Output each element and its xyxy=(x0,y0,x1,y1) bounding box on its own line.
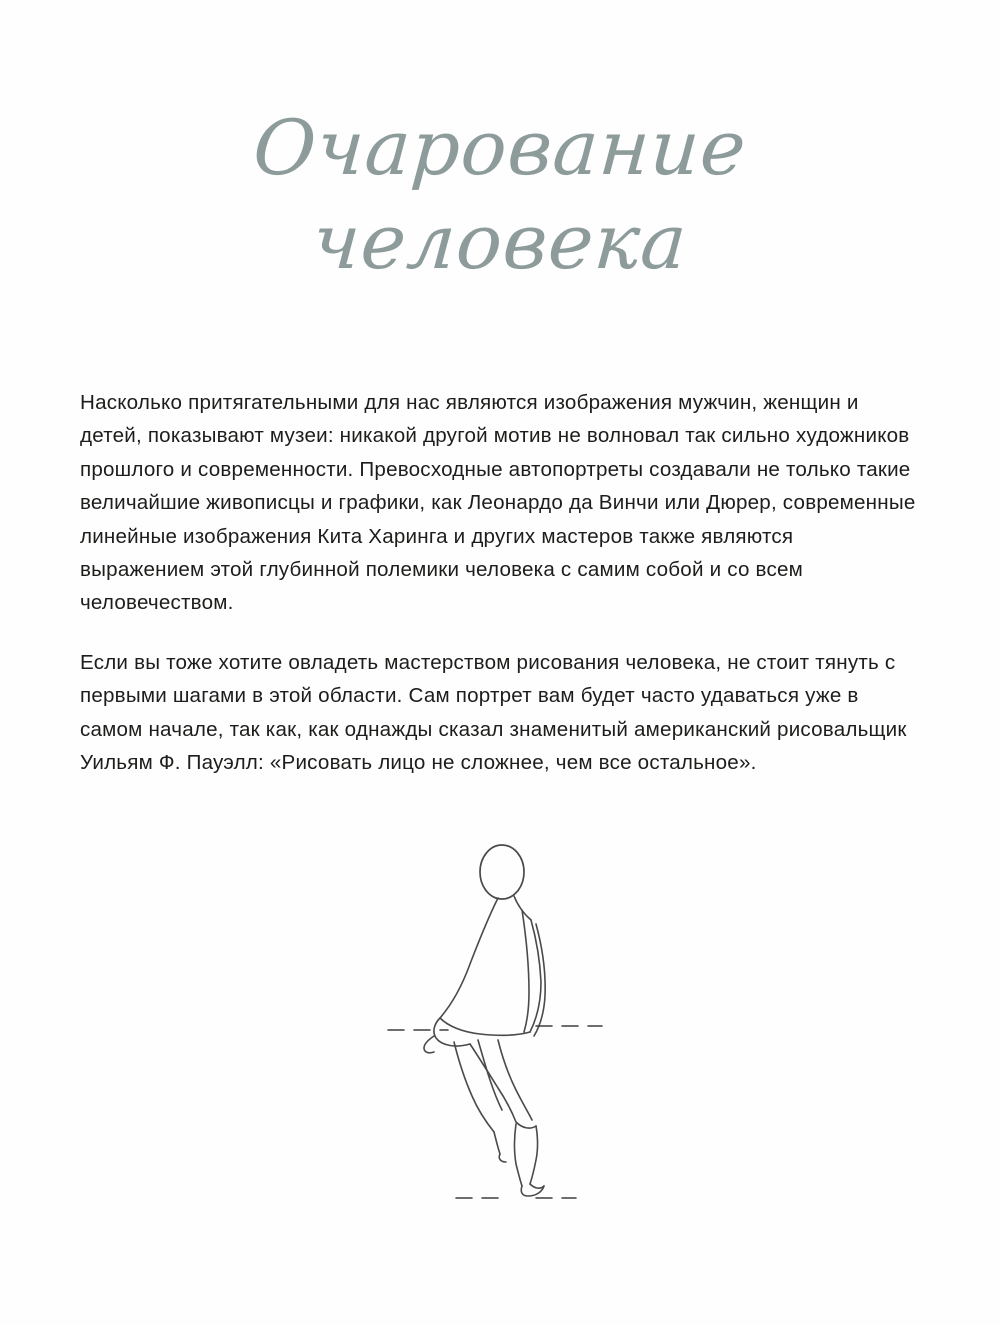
page-title xyxy=(0,104,1000,286)
seated-figure-sketch xyxy=(330,840,690,1240)
paragraph-1: Насколько притягательными для нас являются изображения мужчин, женщин и детей, показывают музеи: никакой другой мотив не волновал так сильно художников прошлого и современности. Превосходные автопортреты создавали не только такие величайшие живописцы и графики, как Леонардо да Винчи или Дюрер, современные линейные изображения Кита Харинга и других мастеров также являются выражением этой глубинной полемики человека с самим собой и со всем человечеством. xyxy=(80,391,916,615)
page-title-line-2: человека xyxy=(309,197,691,287)
body-text xyxy=(80,386,922,779)
paragraph-2: Если вы тоже хотите овладеть мастерством рисования человека, не стоит тянуть с первыми шагами в этой области. Сам портрет вам будет часто удаваться уже в самом начале, так как, как однажды сказал знаменитый американский рисовальщик Уильям Ф. Пауэлл: «Рисовать лицо не сложнее, чем все остальное». xyxy=(80,650,907,775)
page-title-line-1: Очарование xyxy=(250,103,750,192)
